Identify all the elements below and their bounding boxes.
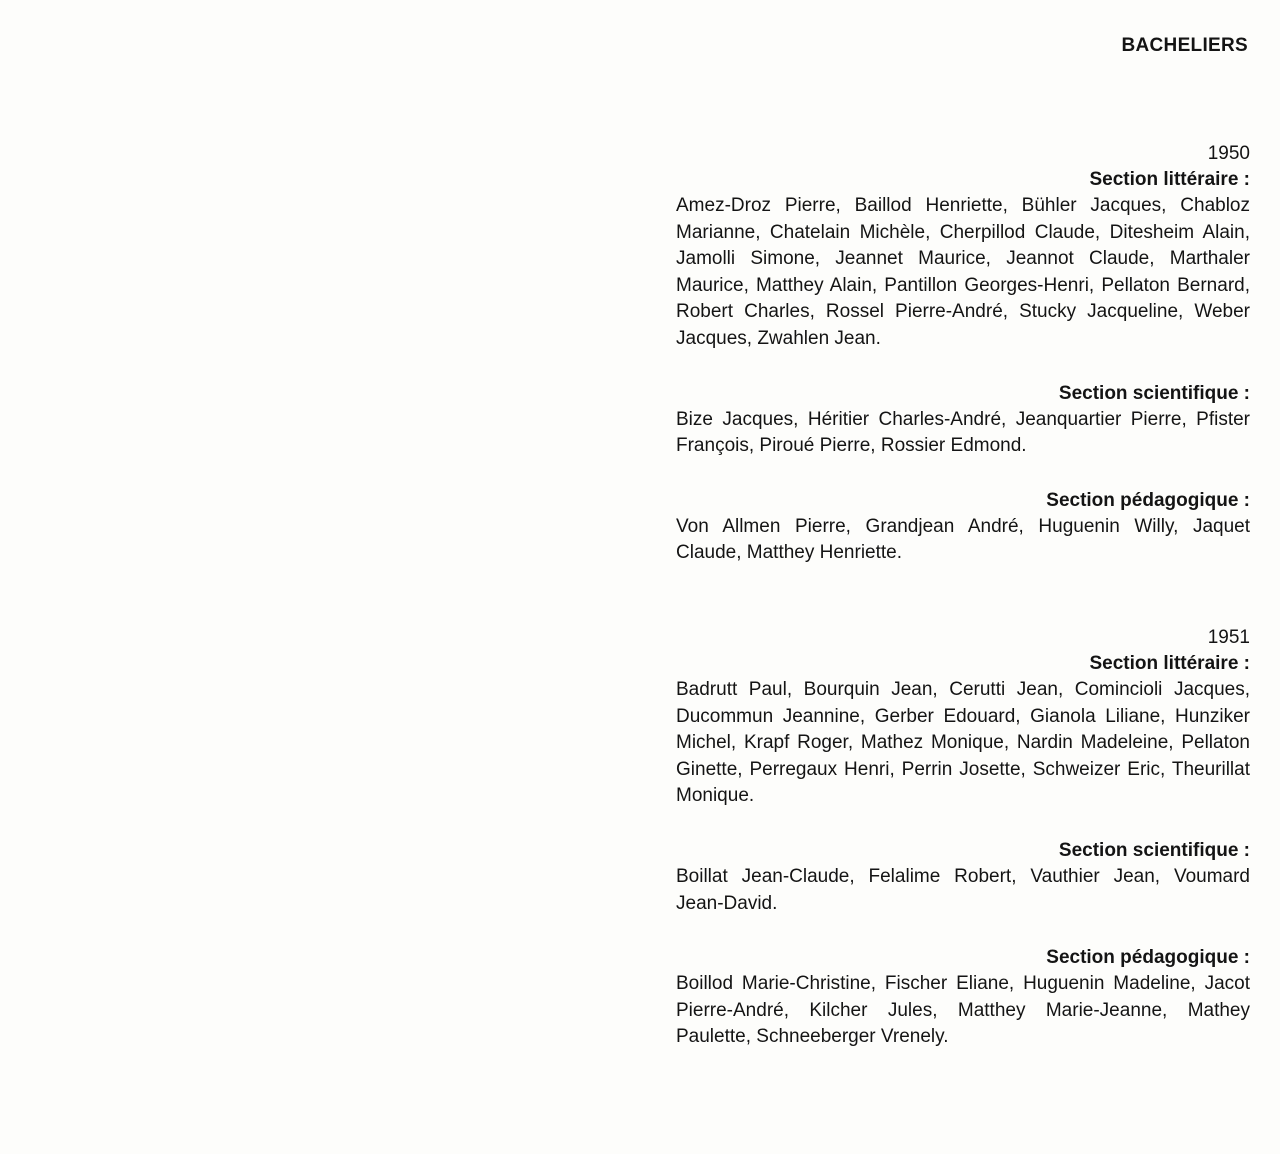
section-title: Section scientifique : (1058, 382, 1250, 404)
year-block-1951 (676, 625, 1250, 1051)
names-list: Boillod Marie-Christine, Fischer Eliane, Huguenin Madeline, Jacot Pierre-André, Kilcher Jules, Matthey Marie-Jeanne, Mathey Paulette, Schneeberger Vrenely. (676, 973, 1250, 1048)
section-pedagogique-1951 (676, 945, 1250, 1051)
section-title: Section pédagogique : (1046, 947, 1250, 969)
year-heading: 1950 (1207, 143, 1250, 164)
page-title: BACHELIERS (1121, 35, 1248, 56)
names-list: Boillat Jean-Claude, Felalime Robert, Vauthier Jean, Voumard Jean-David. (676, 865, 1250, 914)
names-list: Amez-Droz Pierre, Baillod Henriette, Bühler Jacques, Chabloz Marianne, Chatelain Michèle, Cherpillod Claude, Ditesheim Alain, Jamolli Simone, Jeannet Maurice, Jeannot Claude, Marthaler Maurice, Matthey Alain, Pantillon Georges-Henri, Pellaton Bernard, Robert Charles, Rossel Pierre-André, Stucky Jacqueline, Weber Jacques, Zwahlen Jean. (676, 195, 1250, 349)
year-block-1950 (676, 141, 1250, 567)
section-title: Section littéraire : (1089, 169, 1250, 190)
section-pedagogique-1950 (676, 488, 1250, 567)
section-title: Section pédagogique : (1046, 489, 1250, 511)
names-list: Badrutt Paul, Bourquin Jean, Cerutti Jean, Comincioli Jacques, Ducommun Jeannine, Gerber Edouard, Gianola Liliane, Hunziker Michel, Krapf Roger, Mathez Monique, Nardin Madeleine, Pellaton Ginette, Perregaux Henri, Perrin Josette, Schweizer Eric, Theurillat Monique. (676, 678, 1250, 807)
section-scientifique-1950 (676, 381, 1250, 460)
section-title: Section scientifique : (1058, 839, 1250, 861)
section-scientifique-1951 (676, 838, 1250, 917)
names-list: Bize Jacques, Héritier Charles-André, Jeanquartier Pierre, Pfister François, Piroué Pierre, Rossier Edmond. (676, 408, 1250, 457)
year-heading: 1951 (1207, 626, 1250, 648)
section-litteraire-1950 (676, 167, 1250, 353)
names-list: Von Allmen Pierre, Grandjean André, Huguenin Willy, Jaquet Claude, Matthey Henriette. (676, 515, 1250, 564)
section-title: Section littéraire : (1089, 652, 1250, 674)
graduates-list (676, 141, 1250, 1109)
section-litteraire-1951 (676, 651, 1250, 810)
